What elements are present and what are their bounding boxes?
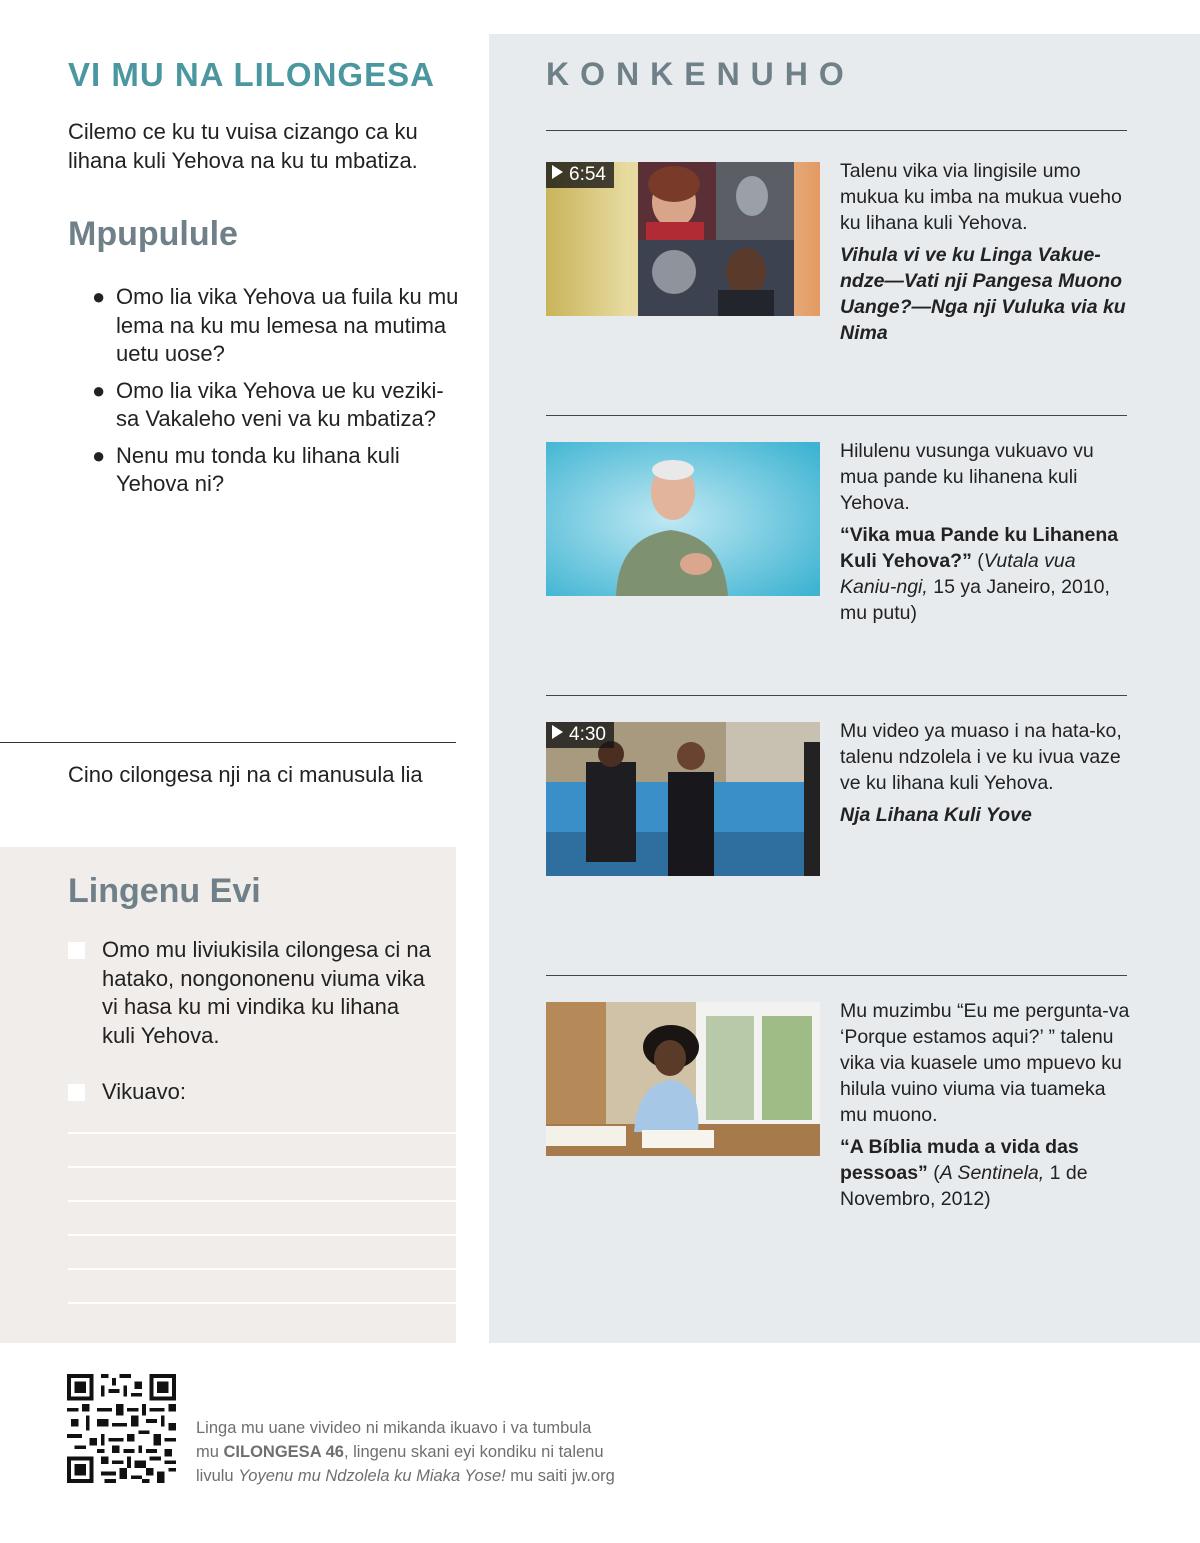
source-title: Vihula vi ve ku Linga Vakue-ndze—Vati nji Pangesa Muono Uange?—Nga nji Vuluka via ku Nima [840, 244, 1126, 344]
source-details: 1 de Novembro, 2012) [840, 1162, 1088, 1210]
source-publication: A Sentinela, [939, 1162, 1045, 1184]
summary-text: Cilemo ce ku tu vuisa cizango ca ku lihana kuli Yehova na ku tu mbatiza. [68, 119, 418, 173]
duration-badge [546, 722, 614, 748]
article-thumbnail-image [546, 442, 820, 596]
entry-source[interactable] [840, 242, 1130, 346]
entry-description: Mu muzimbu “Eu me pergunta-va ‘Porque estamos aqui?’ ” talenu vika via kuasele umo mpuevo ku hilula vuino viuma via tuameka mu muono. [840, 1000, 1130, 1126]
summary-heading: VI MU NA LILONGESA [68, 56, 435, 93]
footer-text-segment: , lingenu skani eyi kondiku ni talenu [343, 1443, 604, 1461]
duration-badge [546, 162, 614, 188]
play-icon [552, 165, 563, 179]
duration-text: 6:54 [569, 164, 606, 185]
bullet-icon: ● [92, 284, 106, 309]
checkbox[interactable] [68, 942, 85, 959]
source-title: Nja Lihana Kuli Yove [840, 804, 1032, 826]
footer-text-segment: mu [196, 1443, 224, 1461]
try-this-item [68, 936, 438, 1050]
video-thumbnail[interactable] [546, 162, 820, 316]
try-this-item-text: Omo mu liviukisila cilongesa ci na hatako, nongononenu viuma vika vi hasa ku mi vindika ku lihana kuli Yehova. [102, 937, 431, 1048]
write-in-line[interactable] [68, 1268, 456, 1270]
review-question: Omo lia vika Yehova ue ku veziki-sa Vakaleho veni va ku mbatiza? [116, 377, 444, 431]
play-icon [552, 725, 563, 739]
footer-line: Linga mu uane vivideo ni mikanda ikuavo i va tumbula [196, 1419, 592, 1437]
entry-description: Hilulenu vusunga vukuavo vu mua pande ku lihanena kuli Yehova. [840, 440, 1094, 514]
entry-source[interactable]: “Vika mua Pande ku Lihanena Kuli Yehova?” (Vutala vua Kaniu-ngi, 15 ya Janeiro, 2010, mu putu) [840, 524, 1119, 624]
checkbox[interactable] [68, 1084, 85, 1101]
footer-text-segment: livulu [196, 1467, 239, 1485]
entry-source[interactable]: “A Bíblia muda a vida das pessoas” (A Sentinela, 1 de Novembro, 2012) [840, 1136, 1088, 1210]
article-thumbnail[interactable] [546, 1002, 820, 1156]
entry-description-block [840, 438, 1130, 626]
write-in-line[interactable] [68, 1132, 456, 1134]
entry-description-block [840, 998, 1130, 1212]
video-thumbnail[interactable] [546, 722, 820, 876]
article-thumbnail-image [546, 1002, 820, 1156]
entry-description-block [840, 718, 1130, 828]
explore-heading: KONKENUHO [546, 56, 855, 92]
bullet-icon: ● [92, 377, 106, 403]
entry-divider [546, 695, 1127, 696]
review-heading: Mpupulule [68, 215, 238, 253]
review-question: Nenu mu tonda ku lihana kuli Yehova ni? [116, 442, 400, 496]
write-in-line[interactable] [68, 1302, 456, 1304]
explore-panel [489, 34, 1200, 1343]
footer-text [196, 1416, 696, 1488]
source-title: “Vika mua Pande ku Lihanena Kuli Yehova?” [840, 524, 1119, 572]
entry-divider [546, 975, 1127, 976]
entry-divider [546, 130, 1127, 131]
review-question: Omo lia vika Yehova ua fuila ku mu lema na ku mu lemesa na mutima uetu uose? [116, 284, 459, 366]
book-title: Yoyenu mu Ndzolela ku Miaka Yose! [238, 1467, 506, 1485]
divider [0, 742, 456, 743]
source-details: 15 ya Janeiro, 2010, mu putu) [840, 576, 1110, 624]
lesson-reference: CILONGESA 46 [223, 1443, 344, 1461]
try-this-item [68, 1078, 438, 1107]
entry-divider [546, 415, 1127, 416]
source-title: “A Bíblia muda a vida das pessoas” [840, 1136, 1079, 1184]
try-this-heading: Lingenu Evi [68, 872, 261, 910]
list-item [90, 442, 460, 499]
write-in-line[interactable] [68, 1200, 456, 1202]
qr-code-icon[interactable] [67, 1374, 176, 1483]
bullet-icon: ● [92, 442, 106, 468]
goal-text: Cino cilongesa nji na ci manusula lia [68, 762, 423, 787]
write-in-line[interactable] [68, 1234, 456, 1236]
try-this-box [0, 847, 456, 1343]
entry-description: Mu video ya muaso i na hata-ko, talenu ndzolela i ve ku ivua vaze ve ku lihana kuli Yehova. [840, 720, 1122, 794]
review-list [90, 283, 460, 507]
article-thumbnail[interactable] [546, 442, 820, 596]
source-publication: Vutala vua Kaniu-ngi, [840, 550, 1076, 598]
duration-text: 4:30 [569, 724, 606, 745]
list-item [90, 377, 460, 434]
entry-description: Talenu vika via lingisile umo mukua ku imba na mukua vueho ku lihana kuli Yehova. [840, 160, 1122, 234]
write-in-line[interactable] [68, 1166, 456, 1168]
entry-description-block [840, 158, 1130, 346]
entry-source[interactable] [840, 802, 1130, 828]
footer-text-segment: mu saiti jw.org [505, 1467, 615, 1485]
try-this-item-text: Vikuavo: [102, 1079, 186, 1104]
list-item [90, 283, 460, 369]
